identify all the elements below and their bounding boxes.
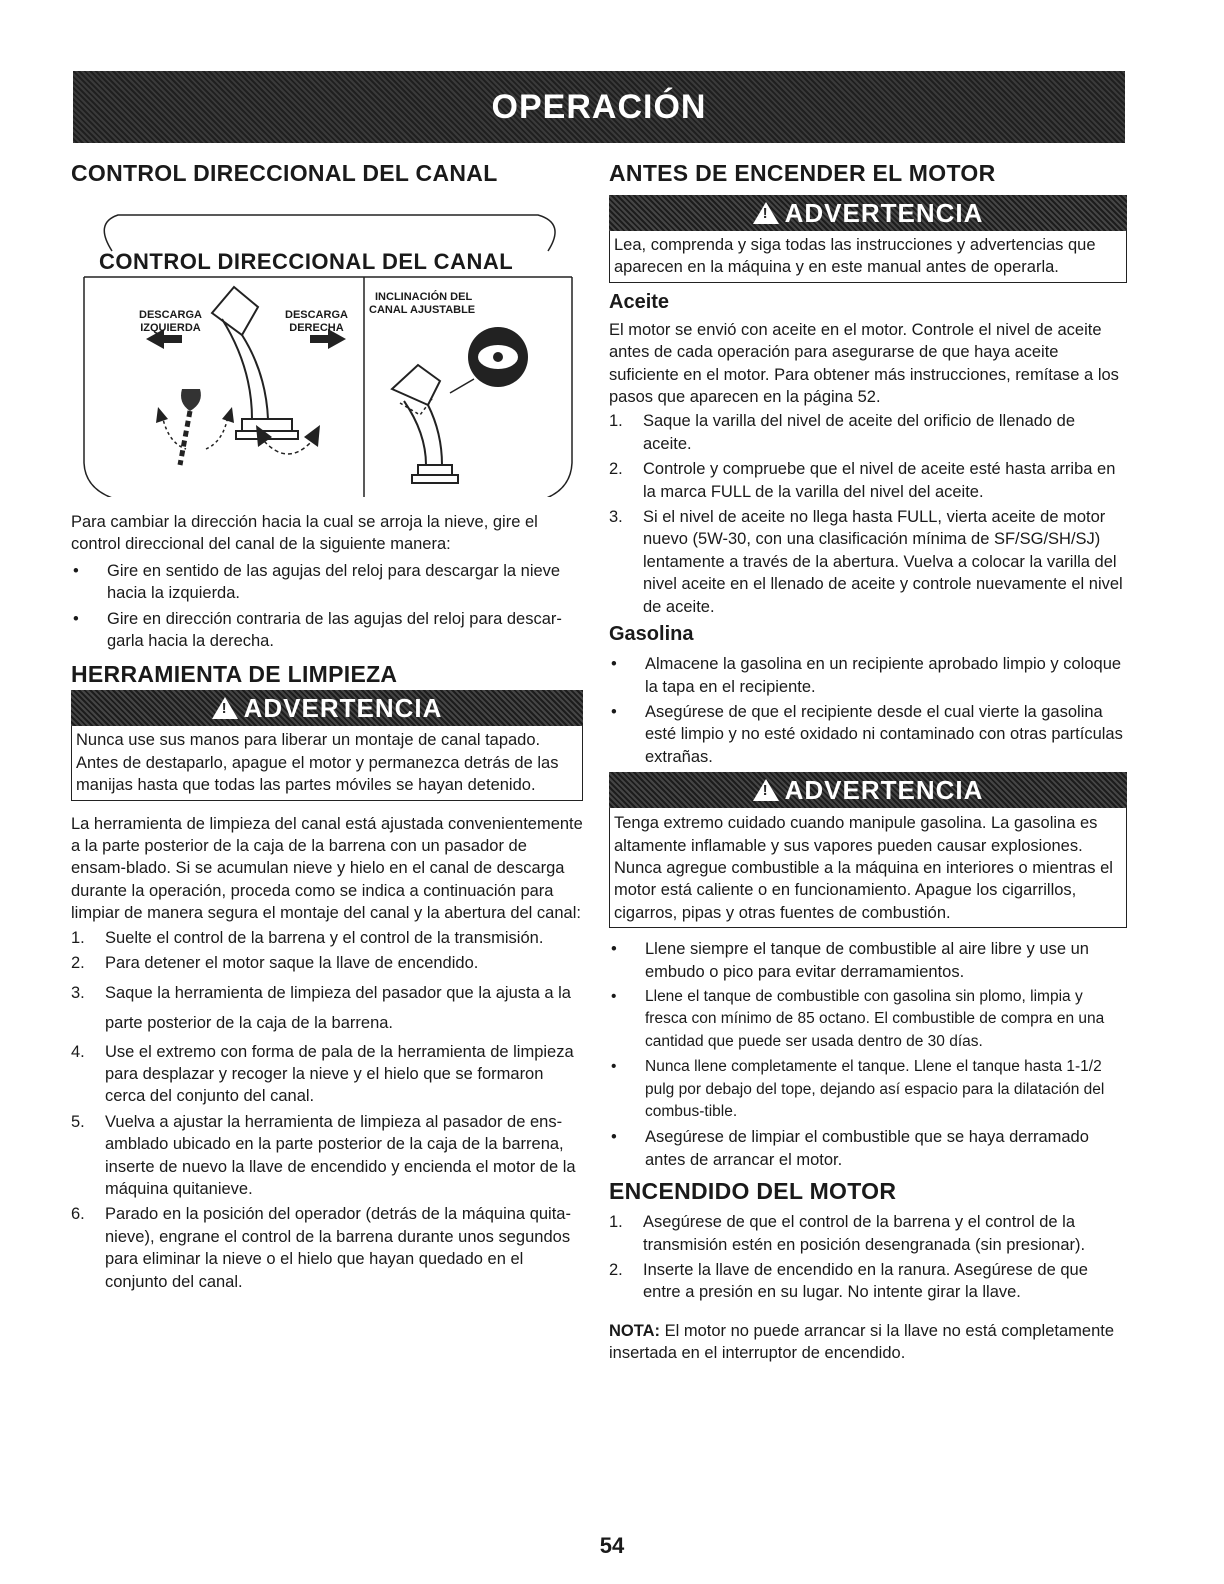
list-item: • Almacene la gasolina en un recipiente aprobado limpio y coloque la tapa en el recipiente.: [611, 655, 1122, 696]
warning-bar: ! ADVERTENCIA: [609, 772, 1127, 808]
left-column: [71, 155, 583, 1296]
subheading-oil: Aceite: [609, 290, 670, 313]
right-discharge-label: DESCARGA DERECHA: [285, 309, 348, 334]
section-heading-cleanout-tool: HERRAMIENTA DE LIMPIEZA: [71, 661, 398, 688]
page-number: 54: [599, 1533, 625, 1558]
oil-intro: El motor se envió con aceite en el motor. Controle el nivel de aceite antes de cada operación para asegurarse de que haya aceite suficiente en el motor. Para obtener más instrucciones, remítase a los pasos que aparecen en la página 52.: [609, 320, 1119, 407]
warning-icon: [753, 202, 779, 224]
list-item: 3. Si el nivel de aceite no llega hasta FULL, vierta aceite de motor nuevo (5W-30, con una clasificación mínima de SF/SG/SH/SJ) lentamente a través de la abertura. Vuelva a colocar la varilla del nivel aceite en el llenado de aceite y controle nuevamente el nivel de aceite.: [609, 508, 1123, 616]
list-item: 1. Asegúrese de que el control de la barrena y el control de la transmisión estén en posición desengranada (sin presionar).: [609, 1213, 1086, 1254]
right-column: [609, 155, 1127, 1365]
list-item: • Asegúrese de limpiar el combustible que se haya derramado antes de arrancar el motor.: [611, 1128, 1089, 1169]
note-text: El motor no puede arrancar si la llave no está completamente insertada en el interruptor de encendido.: [609, 1321, 1115, 1363]
list-item: • Nunca llene completamente el tanque. Llene el tanque hasta 1-1/2 pulg por debajo del tope, dejando así espacio para la dilatación del combus-tible.: [611, 1058, 1105, 1120]
warning-text: Lea, comprenda y siga todas las instrucciones y advertencias que aparecen en la máquina y en este manual antes de operarla.: [609, 231, 1127, 283]
warning-text: Nunca use sus manos para liberar un montaje de canal tapado. Antes de destaparlo, apague el motor y permanezca detrás de las manijas hasta que todas las partes móviles se hayan detenido.: [71, 726, 583, 800]
diagram-frame: [82, 193, 578, 497]
oil-steps: [609, 410, 1127, 618]
left-discharge-label: DESCARGA IZQUIERDA: [139, 309, 202, 334]
page-title: OPERACIÓN: [491, 87, 707, 126]
note-label: NOTA:: [609, 1321, 661, 1340]
list-item: 5. Vuelva a ajustar la herramienta de limpieza al pasador de ens-amblado ubicado en la parte posterior de la caja de la barrena, inserte de nuevo la llave de encendido y encienda el motor de la máquina quitanieve.: [71, 1112, 576, 1198]
list-item: 1. Suelte el control de la barrena y el control de la transmisión.: [71, 928, 544, 947]
list-item: • Gire en sentido de las agujas del reloj para descargar la nieve hacia la izquierda.: [73, 561, 561, 603]
gasoline-list-1: [609, 653, 1127, 768]
list-item: • Asegúrese de que el recipiente desde el cual vierte la gasolina esté limpio y no esté oxidado ni contaminado con otras partículas extrañas.: [611, 702, 1123, 766]
list-item: 4. Use el extremo con forma de pala de la herramienta de limpieza para desplazar y recoger la nieve y el hielo que se formaron cerca del conjunto del canal.: [71, 1042, 574, 1106]
warning-bar: ! ADVERTENCIA: [609, 195, 1127, 231]
section-heading-engine-start: ENCENDIDO DEL MOTOR: [609, 1178, 897, 1205]
gasoline-list-2: [609, 938, 1127, 1171]
warning-text: Tenga extremo cuidado cuando manipule gasolina. La gasolina es altamente inflamable y sus vapores pueden causar explosiones. Nunca agregue combustible a la máquina en interiores o mientras el motor está caliente o en funcionamiento. Apague los cigarrillos, cigarros, pipas y otras fuentes de combustión.: [609, 808, 1127, 928]
engine-start-note: [609, 1320, 1127, 1365]
list-item: 2. Controle y compruebe que el nivel de aceite esté hasta arriba en la marca FULL de la varilla del nivel del aceite.: [609, 460, 1116, 501]
list-item: 1. Saque la varilla del nivel de aceite del orificio de llenado de aceite.: [609, 412, 1076, 453]
before-start-warning: [609, 195, 1127, 283]
subheading-gasoline: Gasolina: [609, 623, 694, 646]
gasoline-warning: [609, 772, 1127, 928]
list-item: 2. Para detener el motor saque la llave de encendido.: [71, 954, 479, 973]
warning-icon: [753, 779, 779, 801]
chute-control-diagram: [71, 193, 567, 497]
page-banner: [73, 71, 1125, 143]
warning-icon: [212, 697, 238, 719]
cleanout-warning: [71, 690, 583, 800]
chute-control-list: [71, 560, 583, 653]
section-heading-chute-control: CONTROL DIRECCIONAL DEL CANAL: [71, 160, 498, 186]
list-item: • Gire en dirección contraria de las agujas del reloj para descar-garla hacia la derecha.: [73, 609, 562, 651]
list-item: 3. Saque la herramienta de limpieza del pasador que la ajusta a la parte posterior de la caja de la barrena.: [71, 983, 571, 1032]
cleanout-steps: [71, 927, 583, 1293]
chute-control-intro: Para cambiar la dirección hacia la cual se arroja la nieve, gire el control direccional del canal de la siguiente manera:: [71, 513, 538, 554]
diagram-title: CONTROL DIRECCIONAL DEL CANAL: [99, 249, 514, 274]
list-item: 2. Inserte la llave de encendido en la ranura. Asegúrese de que entre a presión en su lugar. No intente girar la llave.: [609, 1261, 1088, 1302]
list-item: • Llene siempre el tanque de combustible al aire libre y use un embudo o pico para evitar derramamientos.: [611, 940, 1089, 981]
engine-start-steps: [609, 1211, 1127, 1304]
list-item: 6. Parado en la posición del operador (detrás de la máquina quita-nieve), engrane el control de la barrena durante unos segundos para eliminar la nieve o el hielo que hayan quedado en el conjunto del canal.: [71, 1205, 571, 1291]
cleanout-intro: La herramienta de limpieza del canal está ajustada convenientemente a la parte posterior de la caja de la barrena con un pasador de ensam-blado. Si se acumulan nieve y hielo en el canal de descarga durante la operación, proceda como se indica a continuación para limpiar de manera segura el montaje del canal y la abertura del canal:: [71, 814, 583, 923]
warning-bar: ! ADVERTENCIA: [71, 690, 583, 726]
section-heading-before-start: ANTES DE ENCENDER EL MOTOR: [609, 160, 996, 186]
list-item: • Llene el tanque de combustible con gasolina sin plomo, limpia y fresca con mínimo de 85 octano. El combustible de compra en una cantidad que puede ser usada dentro de 30 días.: [611, 987, 1105, 1050]
tilt-label: INCLINACIÓN DEL CANAL AJUSTABLE: [369, 291, 476, 316]
